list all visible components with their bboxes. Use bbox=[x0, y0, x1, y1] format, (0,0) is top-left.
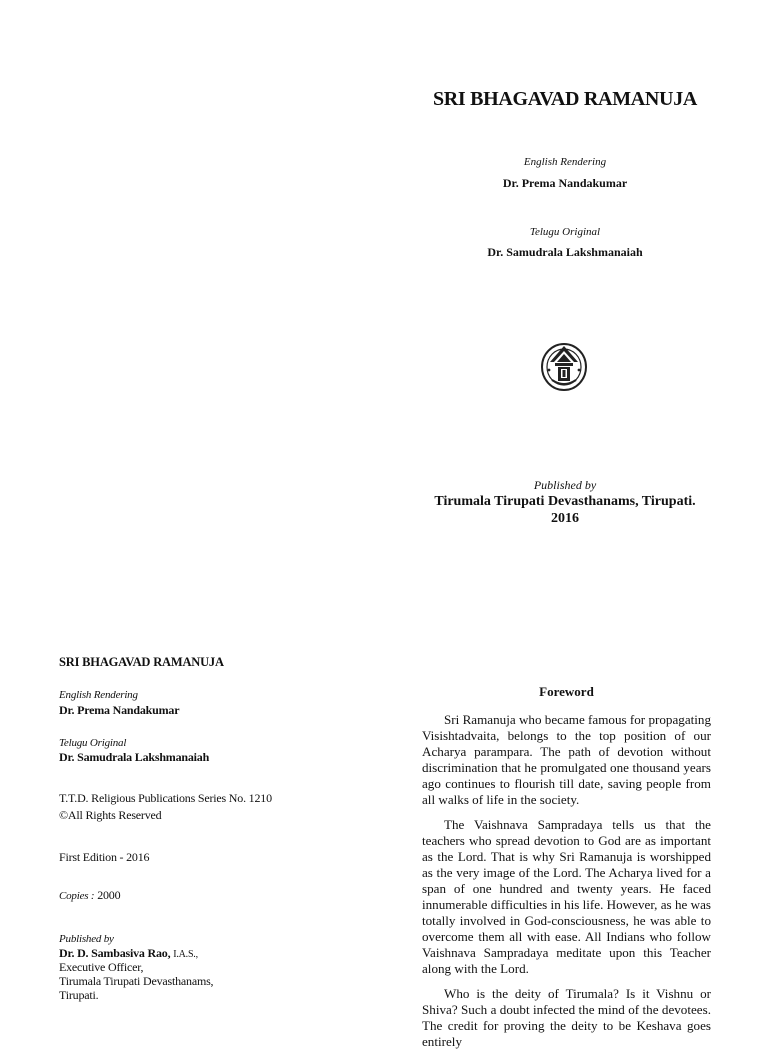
foreword-paragraph: Who is the deity of Tirumala? Is it Vishnu or Shiva? Such a doubt infected the mind of the devotees. The credit for proving the deity to be Keshava goes entirely bbox=[422, 986, 711, 1049]
imprint-published-label: Published by bbox=[59, 933, 114, 945]
copies-value: 2000 bbox=[97, 888, 121, 902]
foreword-body bbox=[422, 712, 711, 1059]
imprint-rendering-label: English Rendering bbox=[59, 689, 138, 701]
telugu-original-author: Dr. Samudrala Lakshmanaiah bbox=[487, 245, 643, 259]
publisher-role: Executive Officer, bbox=[59, 960, 144, 974]
english-rendering-author: Dr. Prema Nandakumar bbox=[502, 176, 628, 190]
imprint-original-author: Dr. Samudrala Lakshmanaiah bbox=[59, 750, 210, 764]
foreword-paragraph: Sri Ramanuja who became famous for propagating Visishtadvaita, belongs to the top position of our Acharya parampara. The path of devotion without discrimination that he promulgated one thousand years ago continues to flourish till date, saving people from all walks of life in the society. bbox=[422, 712, 711, 807]
english-rendering-label: English Rendering bbox=[523, 156, 607, 168]
ttd-emblem-icon bbox=[540, 340, 588, 392]
imprint-title: SRI BHAGAVAD RAMANUJA bbox=[59, 655, 224, 669]
copies-label: Copies : bbox=[59, 890, 95, 902]
publisher-suffix: I.A.S., bbox=[173, 949, 198, 960]
imprint-rendering-author: Dr. Prema Nandakumar bbox=[59, 703, 180, 717]
published-by-label: Published by bbox=[533, 478, 597, 492]
publisher-name: Tirumala Tirupati Devasthanams, Tirupati. bbox=[434, 494, 696, 509]
publisher-person: Dr. D. Sambasiva Rao, bbox=[59, 946, 171, 960]
series-number: T.T.D. Religious Publications Series No. 1210 bbox=[59, 791, 272, 805]
foreword-heading: Foreword bbox=[539, 684, 594, 699]
edition: First Edition - 2016 bbox=[59, 850, 150, 864]
imprint-original-label: Telugu Original bbox=[59, 737, 127, 749]
publication-year: 2016 bbox=[551, 511, 579, 526]
rights-notice: ©All Rights Reserved bbox=[59, 808, 162, 822]
publisher-org: Tirumala Tirupati Devasthanams, bbox=[59, 974, 214, 988]
publisher-city: Tirupati. bbox=[59, 988, 99, 1002]
book-title: SRI BHAGAVAD RAMANUJA bbox=[432, 88, 698, 110]
copies-line bbox=[59, 888, 389, 903]
foreword-paragraph: The Vaishnava Sampradaya tells us that the teachers who spread devotion to God are as important as the Lord. That is why Sri Ramanuja is worshipped as the very image of the Lord. The Acharya lived for a span of one hundred and twenty years. He faced innumerable difficulties in his life. However, as he was totally involved in God-consciousness, he was able to overcome them all with ease. All Indians who follow Vaishnava Sampradaya meditate upon this Teacher along with the Lord. bbox=[422, 817, 711, 976]
publisher-line bbox=[59, 946, 389, 961]
telugu-original-label: Telugu Original bbox=[529, 226, 601, 238]
